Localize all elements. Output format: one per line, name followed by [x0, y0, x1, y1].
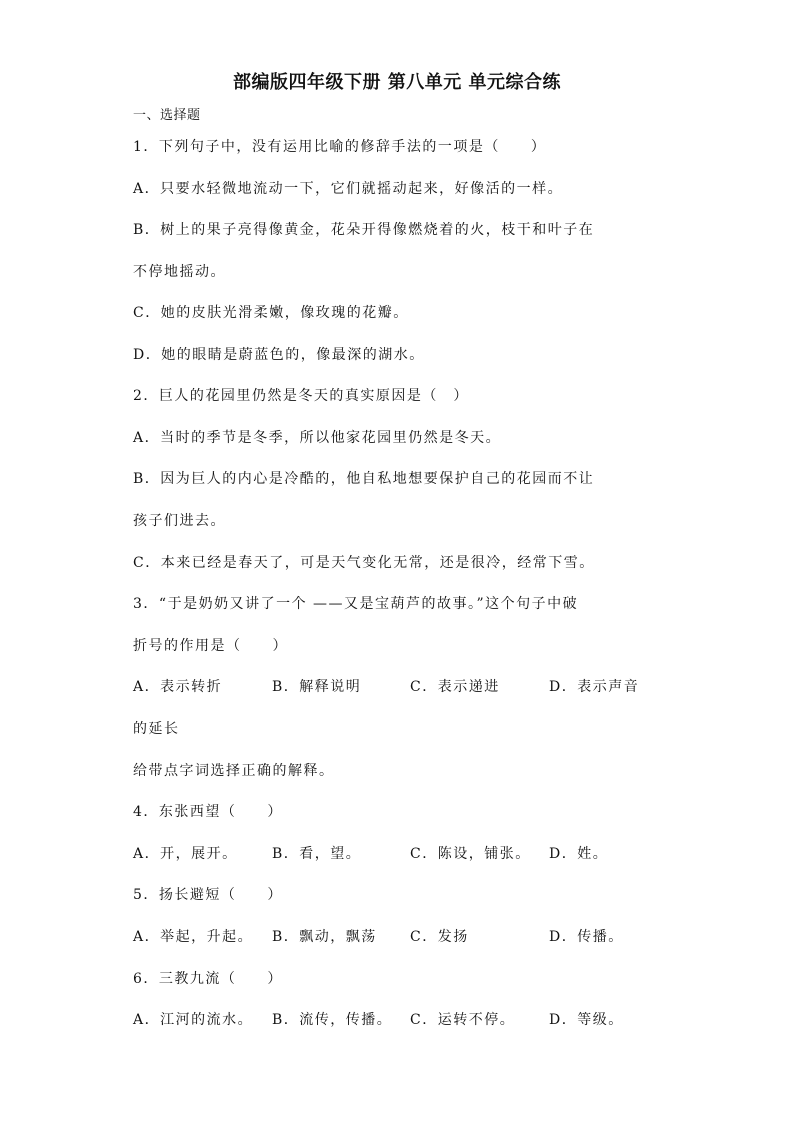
question-3-option-a: A．表示转折 — [133, 679, 223, 695]
question-1-stem: 1．下列句子中，没有运用比喻的修辞手法的一项是（ ） — [133, 139, 547, 155]
question-5-option-c: C．发扬 — [410, 929, 469, 945]
question-3-stem: 3．“于是奶奶又讲了一个 ——又是宝葫芦的故事。”这个句子中破 — [133, 596, 579, 612]
question-5-option-b: B．飘动，飘荡 — [272, 929, 377, 945]
question-3-stem-continued: 折号的作用是（ ） — [133, 638, 288, 654]
instruction-text: 给带点字词选择正确的解释。 — [133, 763, 335, 779]
section-heading: 一、选择题 — [133, 108, 201, 123]
question-2-option-b-continued: 孩子们进去。 — [133, 513, 226, 529]
question-4-option-a: A．开，展开。 — [133, 846, 238, 862]
question-4-option-b: B．看，望。 — [272, 846, 362, 862]
question-6-option-a: A．江河的流水。 — [133, 1012, 254, 1028]
question-2-option-c: C．本来已经是春天了，可是天气变化无常，还是很冷，经常下雪。 — [133, 555, 595, 571]
question-5-option-d: D．传播。 — [549, 929, 624, 945]
question-3-option-b: B．解释说明 — [272, 679, 362, 695]
question-3-option-d: D．表示声音 — [549, 679, 640, 695]
question-3-option-d-continued: 的延长 — [133, 721, 180, 737]
question-2-option-a: A．当时的季节是冬季，所以他家花园里仍然是冬天。 — [133, 430, 502, 446]
question-4-stem: 4．东张西望（ ） — [133, 804, 283, 820]
question-3-option-c: C．表示递进 — [410, 679, 500, 695]
question-2-stem: 2．巨人的花园里仍然是冬天的真实原因是（ ） — [133, 388, 469, 404]
question-1-option-c: C．她的皮肤光滑柔嫩，像玫瑰的花瓣。 — [133, 305, 409, 321]
question-6-option-b: B．流传，传播。 — [272, 1012, 393, 1028]
question-1-option-d: D．她的眼睛是蔚蓝色的，像最深的湖水。 — [133, 347, 425, 363]
question-6-option-c: C．运转不停。 — [410, 1012, 516, 1028]
question-1-option-b: B．树上的果子亮得像黄金，花朵开得像燃烧着的火，枝干和叶子在 — [133, 222, 595, 238]
question-4-option-c: C．陈设，铺张。 — [410, 846, 531, 862]
page-title: 部编版四年级下册 第八单元 单元综合练 — [232, 72, 562, 93]
question-6-stem: 6．三教九流（ ） — [133, 971, 283, 987]
question-5-stem: 5．扬长避短（ ） — [133, 887, 283, 903]
question-6-option-d: D．等级。 — [549, 1012, 624, 1028]
question-4-option-d: D．姓。 — [549, 846, 609, 862]
question-2-option-b: B．因为巨人的内心是冷酷的，他自私地想要保护自己的花园而不让 — [133, 471, 595, 487]
question-1-option-b-continued: 不停地摇动。 — [133, 264, 226, 280]
question-5-option-a: A．举起，升起。 — [133, 929, 254, 945]
question-1-option-a: A．只要水轻微地流动一下，它们就摇动起来，好像活的一样。 — [133, 181, 564, 197]
